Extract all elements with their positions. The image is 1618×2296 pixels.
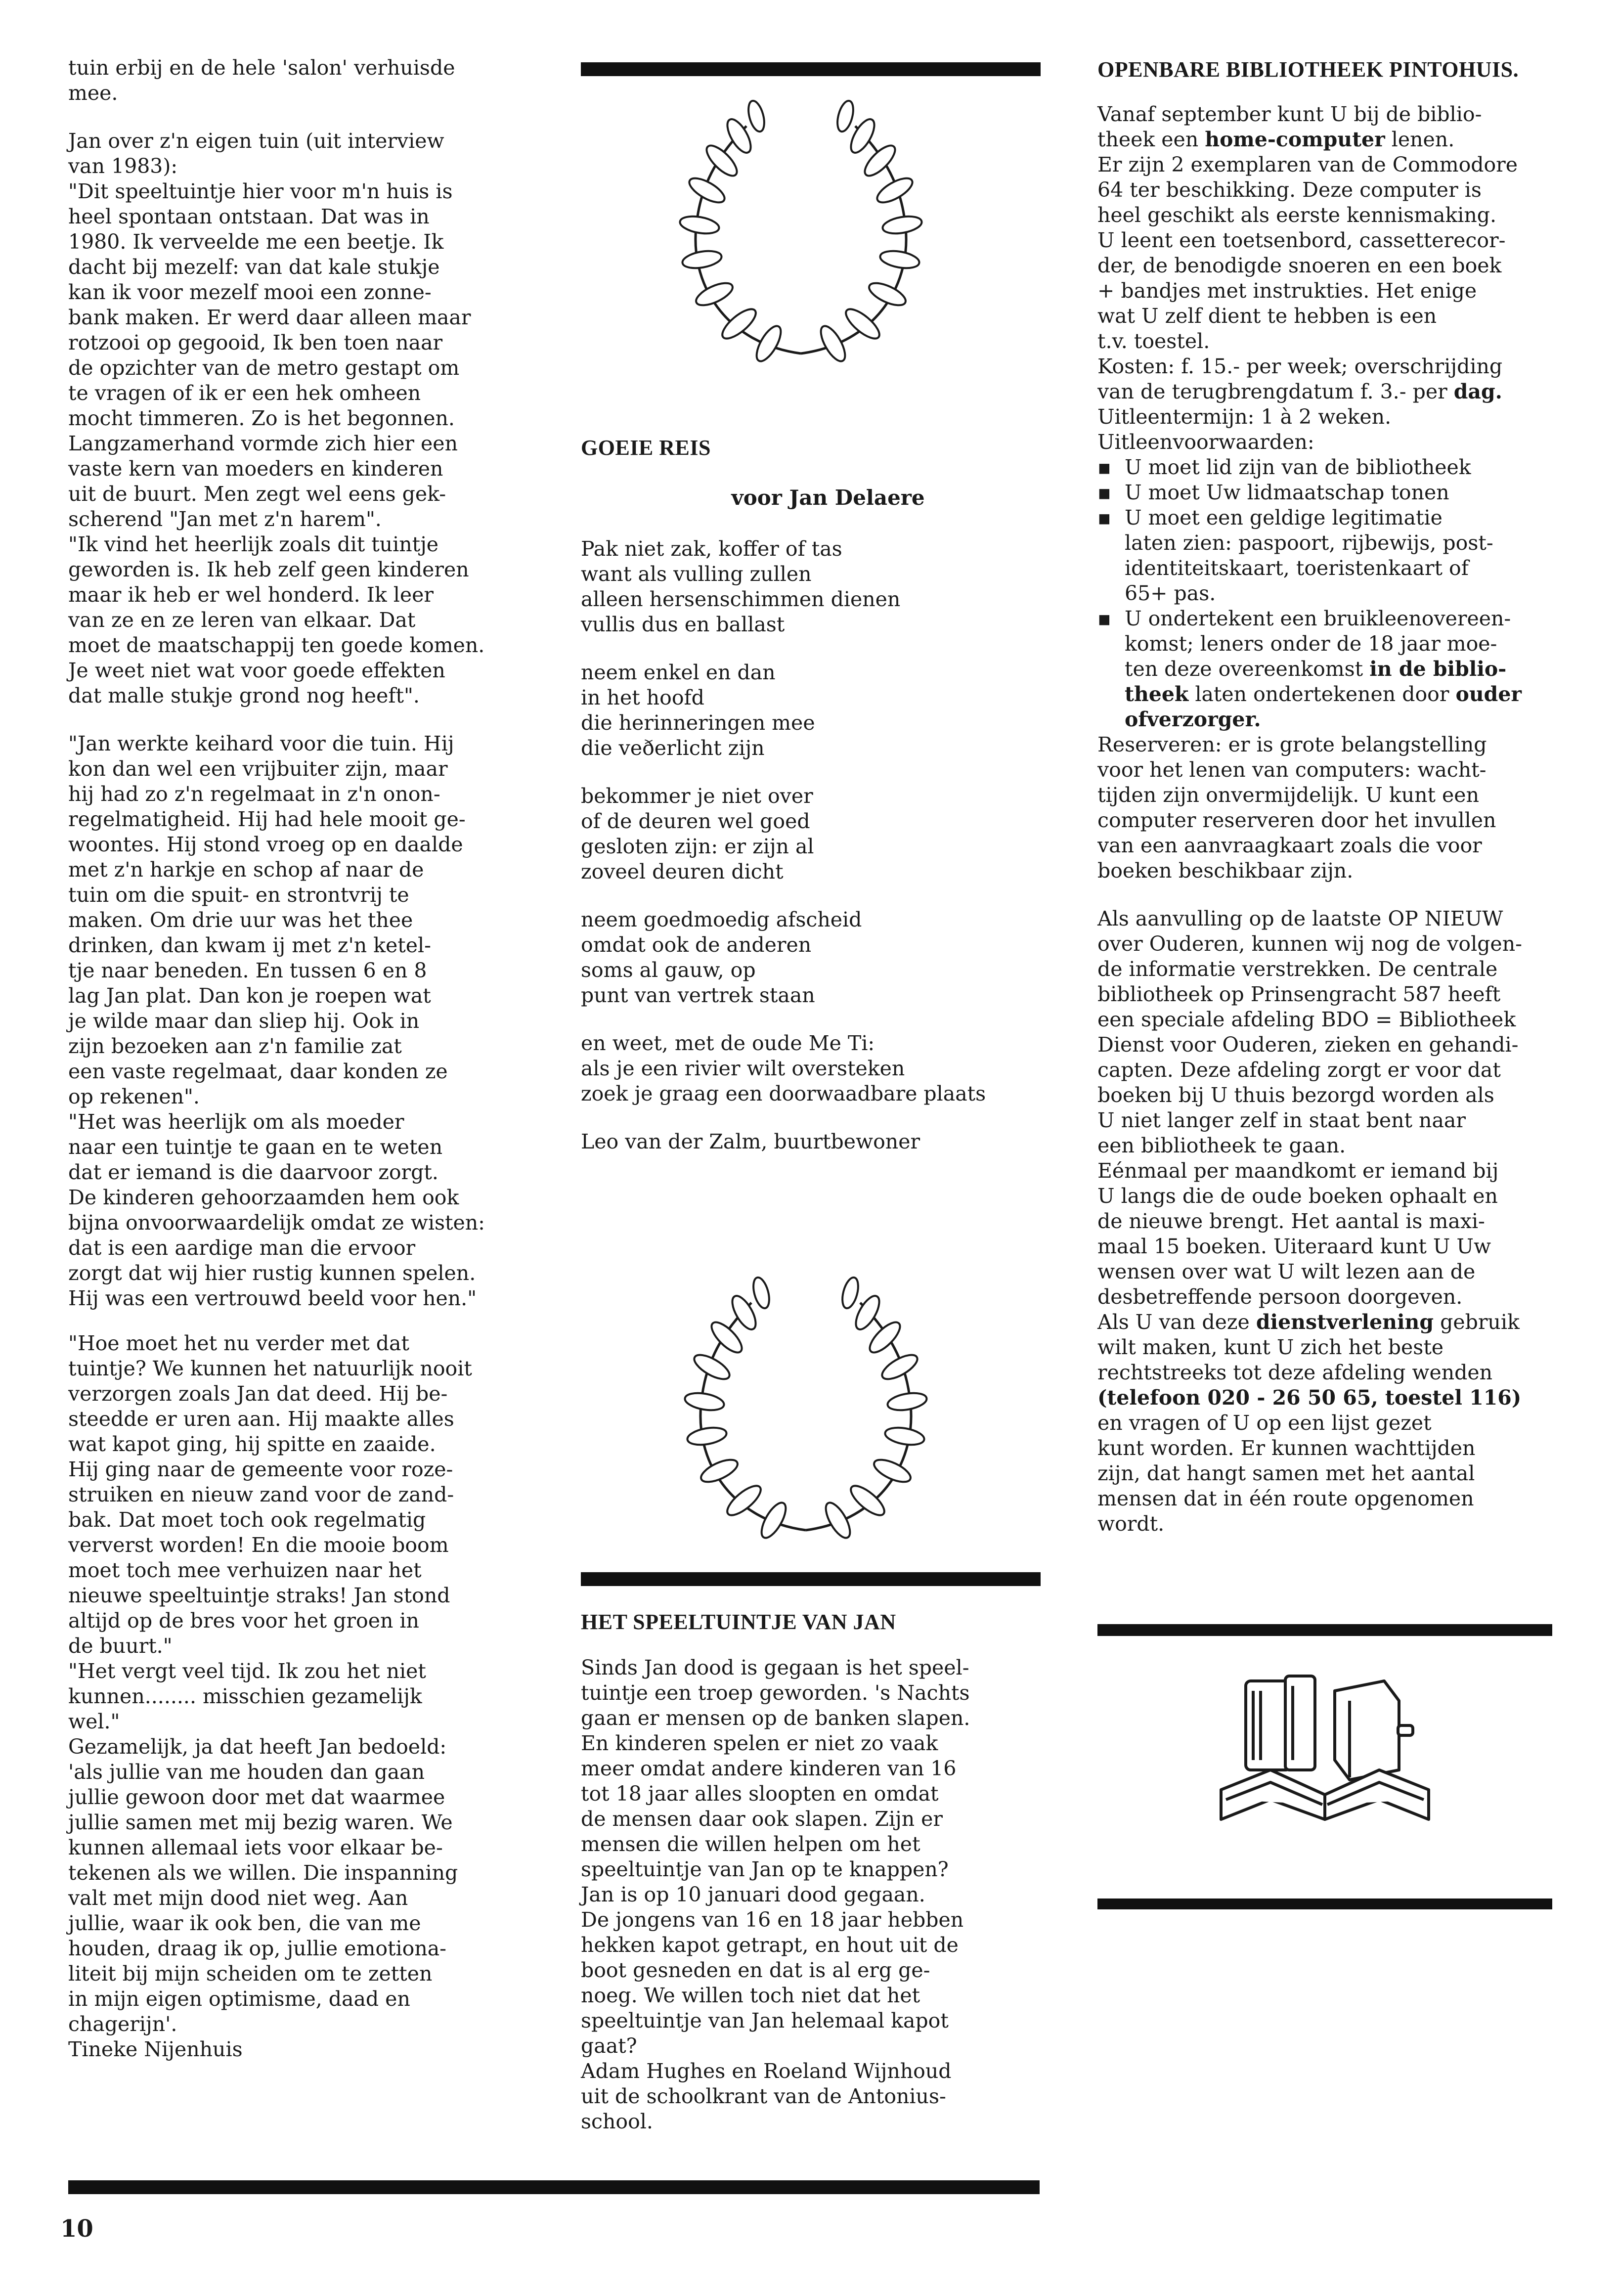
stanza-1: Pak niet zak, koffer of tas want als vulling zullen alleen hersenschimmen dienen vullis dus en ballast bbox=[581, 537, 901, 636]
divider-right-bottom bbox=[1097, 1899, 1552, 1909]
divider-mid-middle bbox=[581, 1572, 1041, 1586]
condition-text: U moet een geldige legitimatie laten zien: paspoort, rijbewijs, post- identiteitskaart, toeristenkaart of 65+ pas. bbox=[1125, 506, 1493, 605]
article-credit: Adam Hughes en Roeland Wijnhoud uit de schoolkrant van de Antonius- school. bbox=[581, 2059, 952, 2133]
bdo-text-3: en vragen of U op een lijst gezet kunt worden. Er kunnen wachttijden zijn, dat hangt samen met het aantal mensen dat in één route opgenomen wordt. bbox=[1097, 1411, 1476, 1536]
stanza-3: bekommer je niet over of de deuren wel goed gesloten zijn: er zijn al zoveel deuren dicht bbox=[581, 784, 814, 883]
divider-bottom bbox=[68, 2180, 1040, 2194]
library-intro bbox=[1097, 102, 1597, 455]
stanza-5: en weet, met de oude Me Ti: als je een rivier wilt oversteken zoek je graag een doorwaadbare plaats bbox=[581, 1031, 986, 1105]
poem-heading: GOEIE REIS bbox=[581, 436, 711, 460]
laurel-wreath-bottom bbox=[657, 1273, 954, 1550]
article-heading: HET SPEELTUINTJE VAN JAN bbox=[581, 1610, 896, 1634]
stanza-2: neem enkel en dan in het hoofd die herinneringen mee die veðerlicht zijn bbox=[581, 661, 815, 760]
laurel-wreath-top bbox=[653, 96, 949, 373]
poem-author: Leo van der Zalm, buurtbewoner bbox=[581, 1130, 920, 1153]
bdo-text bbox=[1097, 906, 1597, 1537]
poem-dedication: voor Jan Delaere bbox=[731, 486, 925, 510]
bullet-icon: ▪ bbox=[1097, 607, 1111, 630]
article-text: Sinds Jan dood is gegaan is het speel- tuintje een troep geworden. 's Nachts gaan er mensen op de banken slapen. En kinderen spelen er niet zo vaak meer omdat andere kinderen van 16 tot 18 jaar alles sloopten en omdat de mensen daar ook slapen. Zijn er mensen die willen helpen om het speeltuintje van Jan op te knappen? Jan is op 10 januari dood gegaan. De jongens van 16 en 18 jaar hebben hekken kapot getrapt, en hout uit de boot gesneden en dat is al erg ge- noeg. We willen toch niet dat het speeltuintje van Jan helemaal kapot gaat? bbox=[581, 1656, 970, 2058]
condition-4 bbox=[1097, 606, 1597, 732]
reserve-text: Reserveren: er is grote belangstelling voor het lenen van computers: wacht- tijden zijn onvermijdelijk. U kunt een computer reserveren door het invullen van een aanvraagkaart zoals die voor boeken beschikbaar zijn. bbox=[1097, 733, 1496, 883]
bullet-icon: ▪ bbox=[1097, 455, 1111, 479]
article-speeltuintje bbox=[581, 1609, 1046, 2157]
bullet-icon: ▪ bbox=[1097, 481, 1111, 504]
stanza-4: neem goedmoedig afscheid omdat ook de anderen soms al gauw, op punt van vertrek staan bbox=[581, 908, 862, 1007]
bdo-bold-telefoon: (telefoon 020 - 26 50 65, toestel 116) bbox=[1097, 1386, 1522, 1410]
condition-bold-ouder: ouder ofverzorger. bbox=[1125, 682, 1522, 731]
poem-body bbox=[581, 536, 1046, 1177]
page-number: 10 bbox=[60, 2215, 93, 2243]
condition-text: laten ondertekenen door bbox=[1188, 682, 1456, 706]
conditions-list bbox=[1097, 455, 1597, 732]
column-left bbox=[68, 55, 568, 2085]
paragraph-4: "Hoe moet het nu verder met dat tuintje? We kunnen het natuurlijk nooit verzorgen zoals Jan dat deed. Hij be- steedde er uren aan. Hij maakte alles wat kapot ging, hij spitte en zaaide. Hij ging naar de gemeente voor roze- struiken en nieuw zand voor de zand- bak. Dat moet toch ook regelmatig ververst worden! En die mooie boom moet toch mee verhuizen naar het nieuwe speeltuintje straks! Jan stond altijd op de bres voor het groen in de buurt." "Het vergt veel tijd. Ik zou het niet kunnen........ misschien gezamelijk wel." Gezamelijk, ja dat heeft Jan bedoeld: 'als jullie van me houden dan gaan jullie gewoon door met dat waarmee jullie samen met mij bezig waren. We kunnen allemaal iets voor elkaar be- tekenen als we willen. Die inspanning valt met mijn dood niet weg. Aan jullie, waar ik ook ben, die van me houden, draag ik op, jullie emotiona- liteit bij mijn scheiden om te zetten in mijn eigen optimisme, daad en chagerijn'. Tineke Nijenhuis bbox=[68, 1331, 472, 2061]
intro-bold-computer: home-computer bbox=[1205, 128, 1385, 151]
intro-text-2: lenen. Er zijn 2 exemplaren van de Commodore 64 ter beschikking. Deze computer is heel geschikt als eerste kennismaking. U leent een toetsenbord, cassetterecor- der, de benodigde snoeren en een boek + bandjes met instrukties. Het enige wat U zelf dient te hebben is een t.v. toestel. Kosten: f. 15.- per week; overschrijding van de terugbrengdatum f. 3.- per bbox=[1097, 128, 1518, 403]
divider-top-middle bbox=[581, 62, 1041, 76]
condition-2 bbox=[1097, 480, 1597, 505]
condition-text: U moet lid zijn van de bibliotheek bbox=[1125, 455, 1471, 479]
condition-3 bbox=[1097, 505, 1597, 606]
intro-bold-dag: dag. bbox=[1453, 380, 1502, 403]
column-right bbox=[1097, 57, 1597, 1559]
paragraph-1: tuin erbij en de hele 'salon' verhuisde mee. bbox=[68, 56, 455, 105]
condition-text: U moet Uw lidmaatschap tonen bbox=[1125, 481, 1449, 504]
condition-bold-bibliotheek: in de biblio- theek bbox=[1125, 657, 1507, 706]
intro-text-3: Uitleentermijn: 1 à 2 weken. Uitleenvoorwaarden: bbox=[1097, 405, 1392, 454]
intro-text-1: Vanaf september kunt U bij de biblio- theek een bbox=[1097, 102, 1482, 151]
books-icon bbox=[1211, 1671, 1448, 1834]
bdo-text-2: gebruik wilt maken, kunt U zich het beste rechtstreeks tot deze afdeling wenden bbox=[1097, 1310, 1520, 1384]
bdo-text-1: Als aanvulling op de laatste OP NIEUW over Ouderen, kunnen wij nog de volgen- de informatie verstrekken. De centrale bibliotheek op Prinsengracht 587 heeft een speciale afdeling BDO = Bibliotheek Dienst voor Ouderen, zieken en gehandi- capten. Deze afdeling zorgt er voor dat boeken bij U thuis bezorgd worden als U niet langer zelf in staat bent naar een bibliotheek te gaan. Eénmaal per maandkomt er iemand bij U langs die de oude boeken ophaalt en de nieuwe brengt. Het aantal is maxi- maal 15 boeken. Uiteraard kunt U Uw wensen over wat U wilt lezen aan de desbetreffende persoon doorgeven. Als U van deze bbox=[1097, 907, 1522, 1334]
divider-right bbox=[1097, 1624, 1552, 1636]
bdo-bold-dienstverlening: dienstverlening bbox=[1256, 1310, 1434, 1334]
condition-text: U ondertekent een bruikleenovereen- komst; leners onder de 18 jaar moe- ten deze overeenkomst bbox=[1125, 607, 1511, 681]
paragraph-3: "Jan werkte keihard voor die tuin. Hij kon dan wel een vrijbuiter zijn, maar hij had zo z'n regelmaat in z'n onon- regelmatigheid. Hij had hele mooit ge- woontes. Hij stond vroeg op en daalde met z'n harkje en schop af naar de tuin om die spuit- en strontvrij te maken. Om drie uur was het thee drinken, dan kwam ij met z'n ketel- tje naar beneden. En tussen 6 en 8 lag Jan plat. Dan kon je roepen wat je wilde maar dan sliep hij. Ook in zijn bezoeken aan z'n familie zat een vaste regelmaat, daar konden ze op rekenen". "Het was heerlijk om als moeder naar een tuintje te gaan en te weten dat er iemand is die daarvoor zorgt. De kinderen gehoorzaamden hem ook bijna onvoorwaardelijk omdat ze wisten: dat is een aardige man die ervoor zorgt dat wij hier rustig kunnen spelen. Hij was een vertrouwd beeld voor hen." bbox=[68, 732, 485, 1310]
library-heading: OPENBARE BIBLIOTHEEK PINTOHUIS. bbox=[1097, 57, 1519, 82]
paragraph-2: Jan over z'n eigen tuin (uit interview van 1983): "Dit speeltuintje hier voor m'n huis is heel spontaan ontstaan. Dat was in 1980. Ik verveelde me een beetje. Ik dacht bij mezelf: van dat kale stukje kan ik voor mezelf mooi een zonne- bank maken. Er werd daar alleen maar rotzooi op gegooid, Ik ben toen naar de opzichter van de metro gestapt om te vragen of ik er een hek omheen mocht timmeren. Zo is het begonnen. Langzamerhand vormde zich hier een vaste kern van moeders en kinderen uit de buurt. Men zegt wel eens gek- scherend "Jan met z'n harem". "Ik vind het heerlijk zoals dit tuintje geworden is. Ik heb zelf geen kinderen maar ik heb er wel honderd. Ik leer van ze en ze leren van elkaar. Dat moet de maatschappij ten goede komen. Je weet niet wat voor goede effekten dat malle stukje grond nog heeft". bbox=[68, 129, 485, 707]
condition-1 bbox=[1097, 455, 1597, 480]
bullet-icon: ▪ bbox=[1097, 506, 1111, 530]
